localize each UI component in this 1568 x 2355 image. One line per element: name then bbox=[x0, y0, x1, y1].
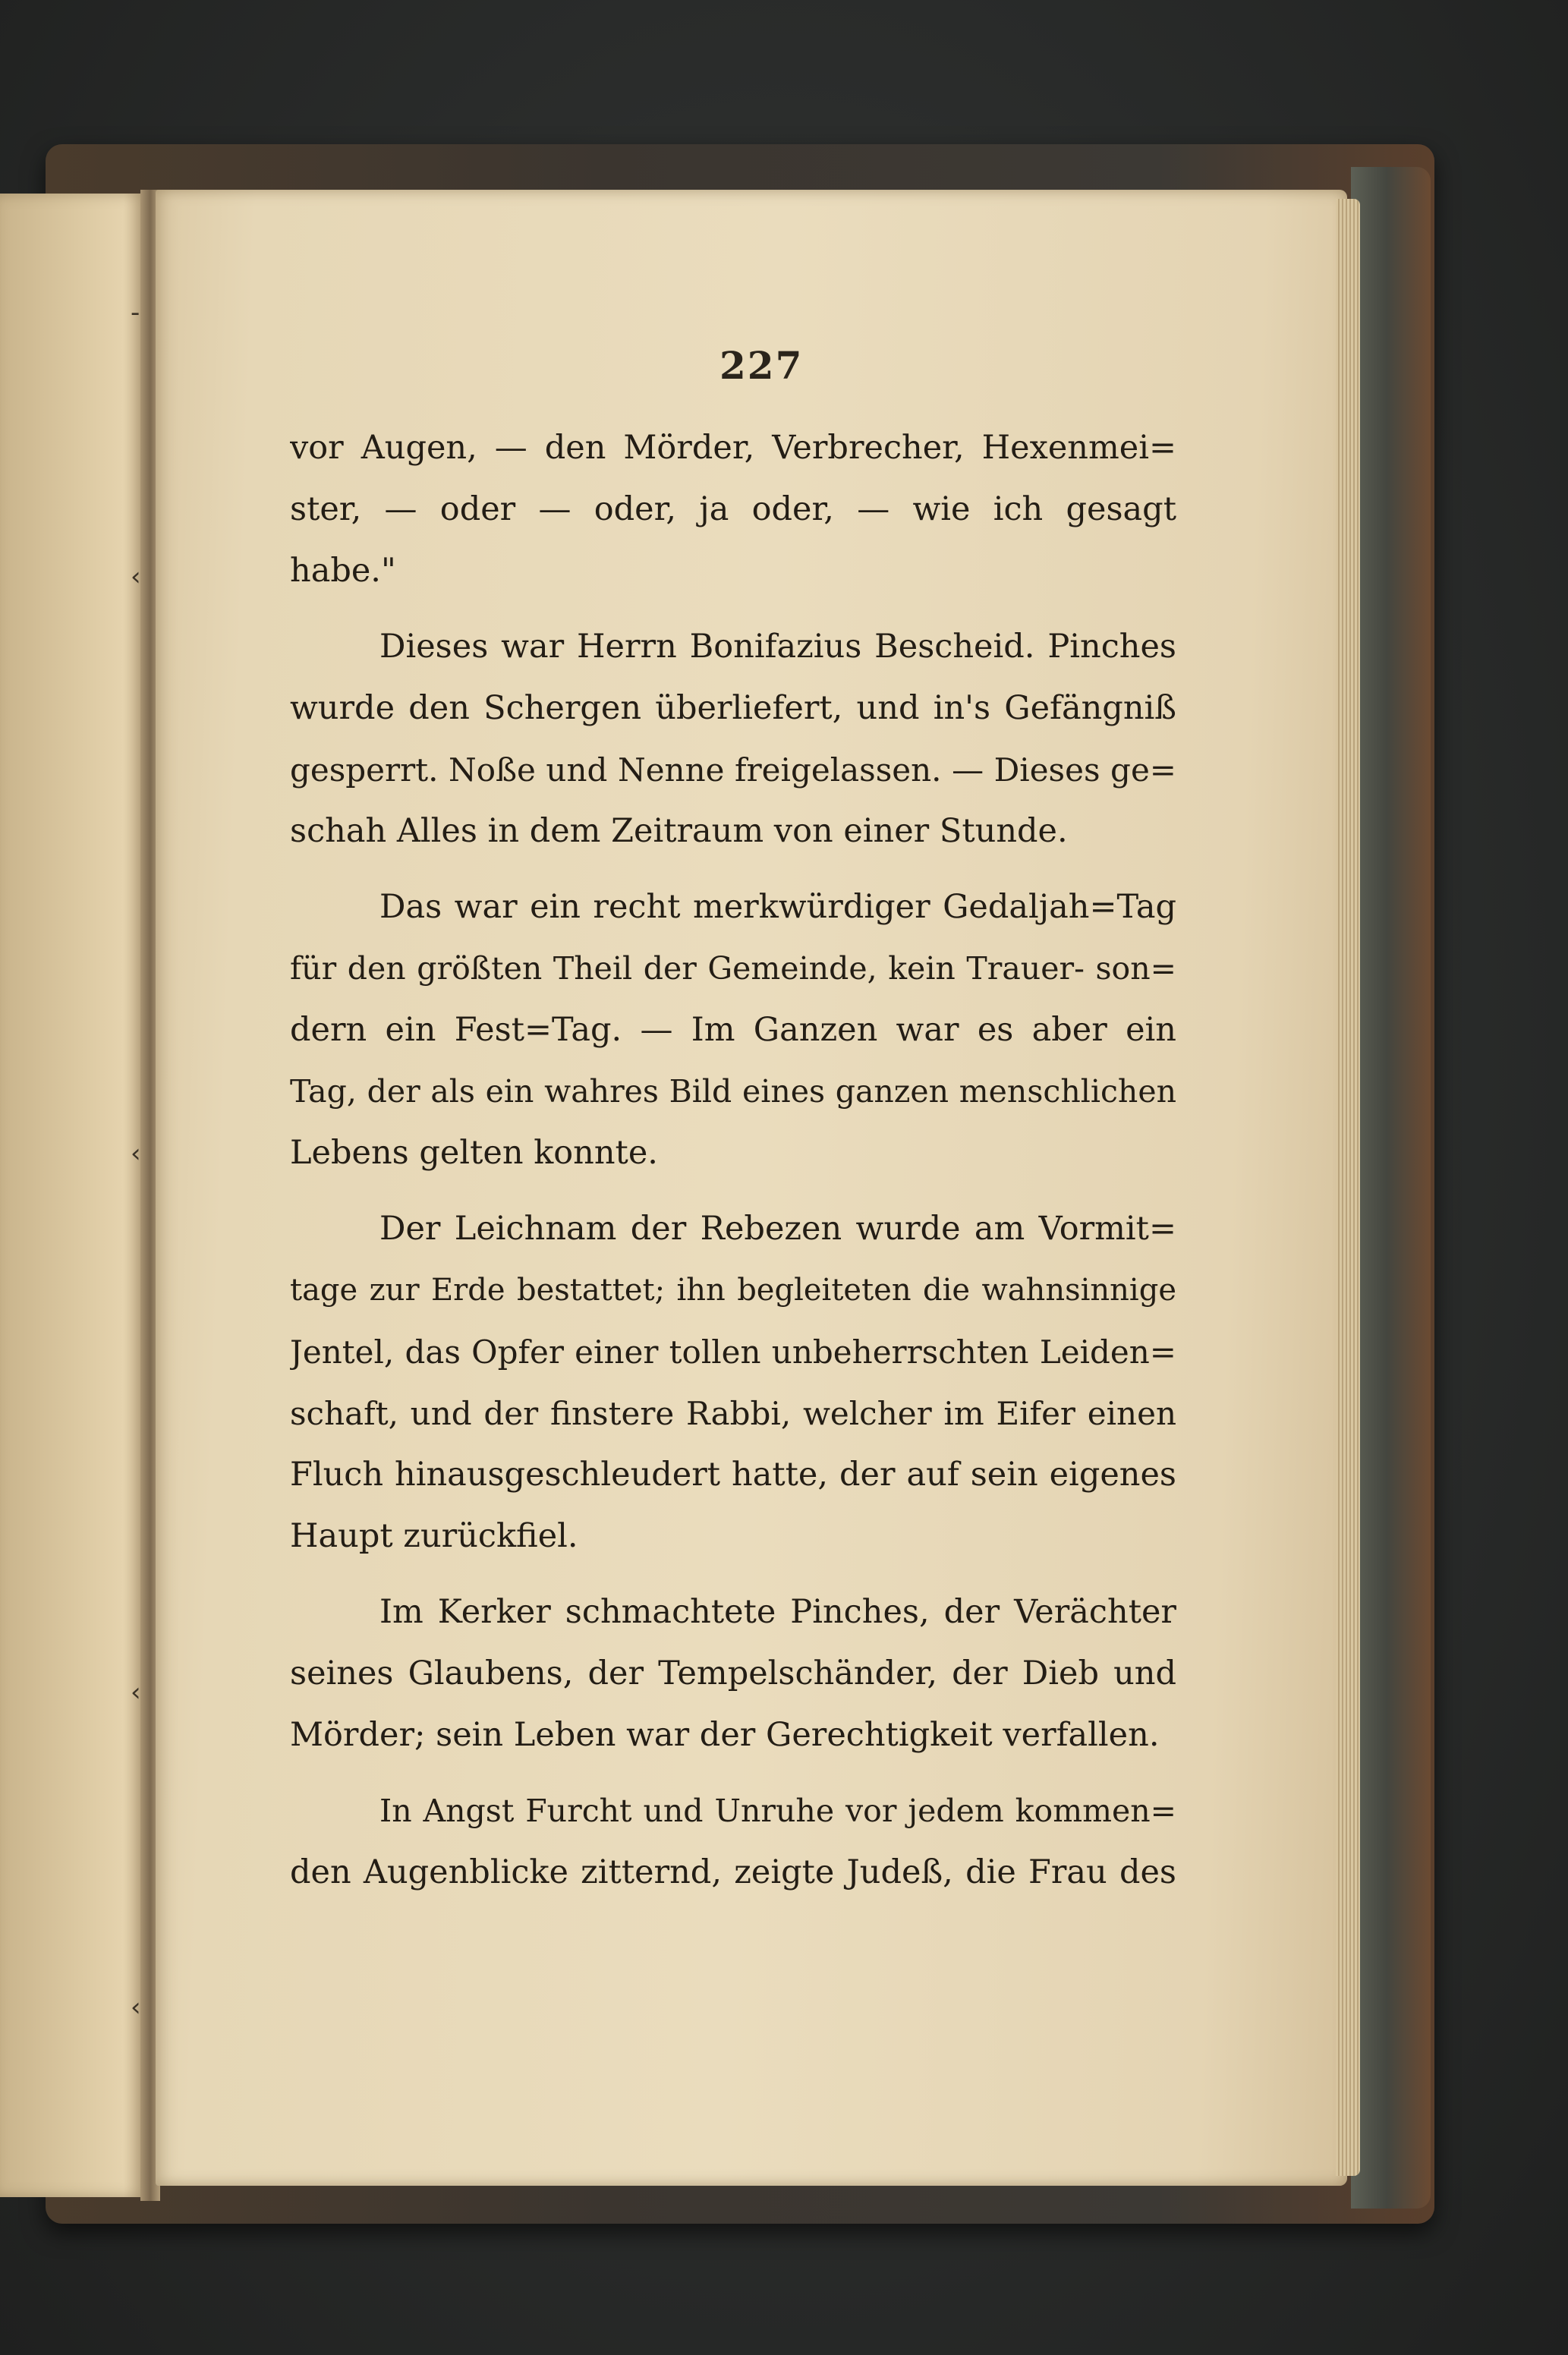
text-line: Der Leichnam der Rebezen wurde am Vormit= bbox=[379, 1210, 1176, 1248]
paragraph-gap bbox=[290, 1567, 1176, 1582]
text-line: wurde den Schergen überliefert, und in's Gefängniß bbox=[290, 689, 1176, 727]
text-line: Haupt zurückfiel. bbox=[290, 1517, 578, 1555]
text-line: vor Augen, — den Mörder, Verbrecher, Hexenmei= bbox=[290, 429, 1176, 467]
text-line: Im Kerker schmachtete Pinches, der Verächter bbox=[379, 1593, 1176, 1631]
text-line: Mörder; sein Leben war der Gerechtigkeit verfallen. bbox=[290, 1716, 1160, 1754]
text-line: Lebens gelten konnte. bbox=[290, 1134, 658, 1172]
text-line: schah Alles in dem Zeitraum von einer Stunde. bbox=[290, 812, 1068, 850]
paragraph-gap bbox=[290, 1184, 1176, 1198]
paragraph-gap bbox=[290, 862, 1176, 877]
text-line: für den größten Theil der Gemeinde, kein Trauer- son= bbox=[290, 950, 1176, 987]
text-line: Jentel, das Opfer einer tollen unbeherrschten Leiden= bbox=[290, 1333, 1176, 1371]
book-cover-edge bbox=[1351, 167, 1431, 2209]
text-line: Fluch hinausgeschleudert hatte, der auf sein eigenes bbox=[290, 1456, 1176, 1494]
text-line: den Augenblicke zitternd, zeigte Judeß, die Frau des bbox=[290, 1853, 1176, 1891]
text-line: dern ein Fest=Tag. — Im Ganzen war es aber ein bbox=[290, 1011, 1176, 1049]
text-line: ster, — oder — oder, ja oder, — wie ich gesagt bbox=[290, 490, 1176, 528]
text-line: gesperrt. Noße und Nenne freigelassen. — Dieses ge= bbox=[290, 751, 1176, 789]
text-line: Das war ein recht merkwürdiger Gedaljah=Tag bbox=[379, 888, 1176, 926]
text-line: In Angst Furcht und Unruhe vor jedem kommen= bbox=[379, 1793, 1176, 1829]
left-margin-mark: ‹ bbox=[131, 1138, 141, 1169]
text-line: tage zur Erde bestattet; ihn begleiteten die wahnsinnige bbox=[290, 1273, 1176, 1308]
left-margin-mark: ‹ bbox=[131, 1992, 141, 2023]
page-stack-edge bbox=[1336, 199, 1360, 2176]
text-line: habe." bbox=[290, 552, 396, 590]
left-margin-mark: - bbox=[131, 298, 140, 328]
text-line: schaft, und der finstere Rabbi, welcher im Eifer einen bbox=[290, 1395, 1176, 1432]
text-line: seines Glaubens, der Tempelschänder, der Dieb und bbox=[290, 1654, 1176, 1692]
text-line: Tag, der als ein wahres Bild eines ganzen menschlichen bbox=[290, 1073, 1176, 1110]
text-line: Dieses war Herrn Bonifazius Bescheid. Pinches bbox=[379, 628, 1176, 666]
left-page-strip bbox=[0, 194, 146, 2197]
left-margin-mark: ‹ bbox=[131, 562, 141, 592]
left-margin-mark: ‹ bbox=[131, 1677, 141, 1708]
body-text bbox=[290, 417, 1176, 1903]
paragraph-gap bbox=[290, 602, 1176, 616]
page-number: 227 bbox=[719, 343, 804, 388]
paragraph-gap bbox=[290, 1766, 1176, 1780]
